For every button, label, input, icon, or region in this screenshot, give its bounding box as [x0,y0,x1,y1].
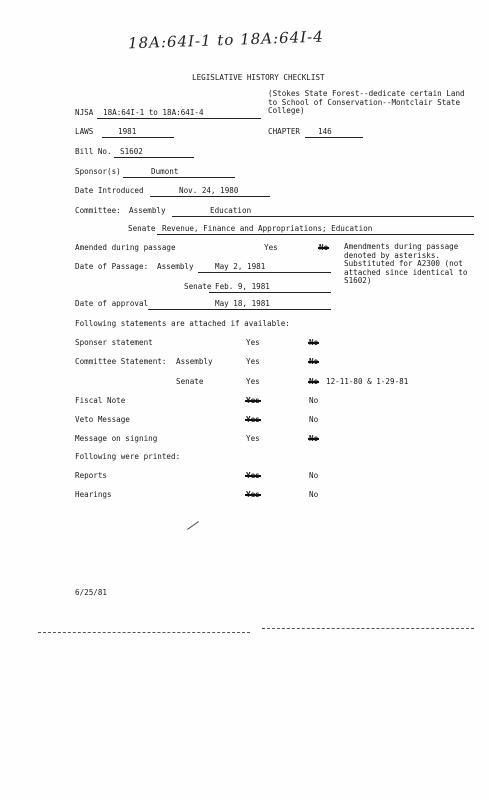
signing-message-label: Message on signing [75,434,158,443]
hearings-yes-struck: Yes [246,490,260,499]
committee-assembly-value: Education [210,206,252,215]
chapter-underline [305,137,363,138]
passage-senate-label: Senate [184,282,212,291]
fiscal-note-no: No [309,396,319,405]
date-introduced-label: Date Introduced [75,186,144,195]
amendment-note: Amendments during passage denoted by asterisks. Substituted for A2300 (not attached since identical to S1602) [344,242,468,286]
laws-label: LAWS [75,127,94,136]
footer-code: 6/25/81 [75,588,108,597]
passage-senate-date: Feb. 9, 1981 [215,282,270,291]
fiscal-note-yes-struck: Yes [246,396,260,405]
bill-number-value: S1602 [120,147,143,156]
signing-message-no-struck: No [309,434,319,443]
sponsor-label: Sponsor(s) [75,167,121,176]
date-introduced-underline [150,196,270,197]
committee-statement-assembly-no-struck: No [309,357,319,366]
njsa-value: 18A:64I-1 to 18A:64I-4 [103,108,204,117]
printed-heading: Following were printed: [75,452,181,461]
laws-underline [102,137,174,138]
reports-label: Reports [75,471,108,480]
sponsor-underline [123,177,235,178]
bottom-rule-left [38,632,250,633]
chapter-label: CHAPTER [268,127,301,136]
passage-senate-underline [209,292,331,293]
handwritten-statute-reference: 18A:64I-1 to 18A:64I-4 [127,27,325,53]
committee-statement-label: Committee Statement: [75,357,167,366]
sponsor-value: Dumont [151,167,179,176]
date-of-approval-label: Date of approval [75,299,149,308]
veto-message-label: Veto Message [75,415,130,424]
committee-senate-label: Senate [128,224,156,233]
sponsor-statement-yes: Yes [246,338,260,347]
reports-no: No [309,471,319,480]
bill-description: (Stokes State Forest--dedicate certain Land to School of Conservation--Montclair State College) [268,89,465,116]
passage-assembly-underline [198,272,331,273]
date-of-approval-underline [148,309,331,310]
hearings-no: No [309,490,319,499]
sponsor-statement-no-struck: No [309,338,319,347]
veto-message-yes-struck: Yes [246,415,260,424]
date-of-approval-value: May 18, 1981 [215,299,270,308]
veto-message-no: No [309,415,319,424]
committee-assembly-label: Assembly [129,206,166,215]
amended-label: Amended during passage [75,243,176,252]
page-title: LEGISLATIVE HISTORY CHECKLIST [192,73,325,82]
date-introduced-value: Nov. 24, 1980 [179,186,239,195]
passage-assembly-date: May 2, 1981 [215,262,266,271]
amended-no-struck: No [319,243,329,252]
passage-assembly-label: Assembly [157,262,194,271]
committee-senate-value: Revenue, Finance and Appropriations; Education [162,224,373,233]
stray-pen-mark [187,521,199,530]
committee-statement-senate-label: Senate [176,377,204,386]
statements-heading: Following statements are attached if available: [75,319,290,328]
committee-assembly-underline [172,216,474,217]
chapter-value: 146 [318,127,332,136]
signing-message-yes: Yes [246,434,260,443]
bottom-rule-right [262,628,474,629]
bill-number-underline [114,157,194,158]
hearings-label: Hearings [75,490,112,499]
date-of-passage-label: Date of Passage: [75,262,149,271]
njsa-underline [97,118,261,119]
reports-yes-struck: Yes [246,471,260,480]
laws-value: 1981 [118,127,137,136]
fiscal-note-label: Fiscal Note [75,396,126,405]
committee-statement-senate-dates: 12-11-80 & 1-29-81 [326,377,409,386]
committee-statement-senate-yes: Yes [246,377,260,386]
committee-senate-underline [157,234,474,235]
committee-statement-senate-no-struck: No [309,377,319,386]
amended-yes: Yes [264,243,278,252]
committee-statement-assembly-yes: Yes [246,357,260,366]
bill-number-label: Bill No. [75,147,112,156]
sponsor-statement-label: Sponser statement [75,338,153,347]
njsa-label: NJSA [75,108,94,117]
committee-label: Committee: [75,206,121,215]
committee-statement-assembly-label: Assembly [176,357,213,366]
